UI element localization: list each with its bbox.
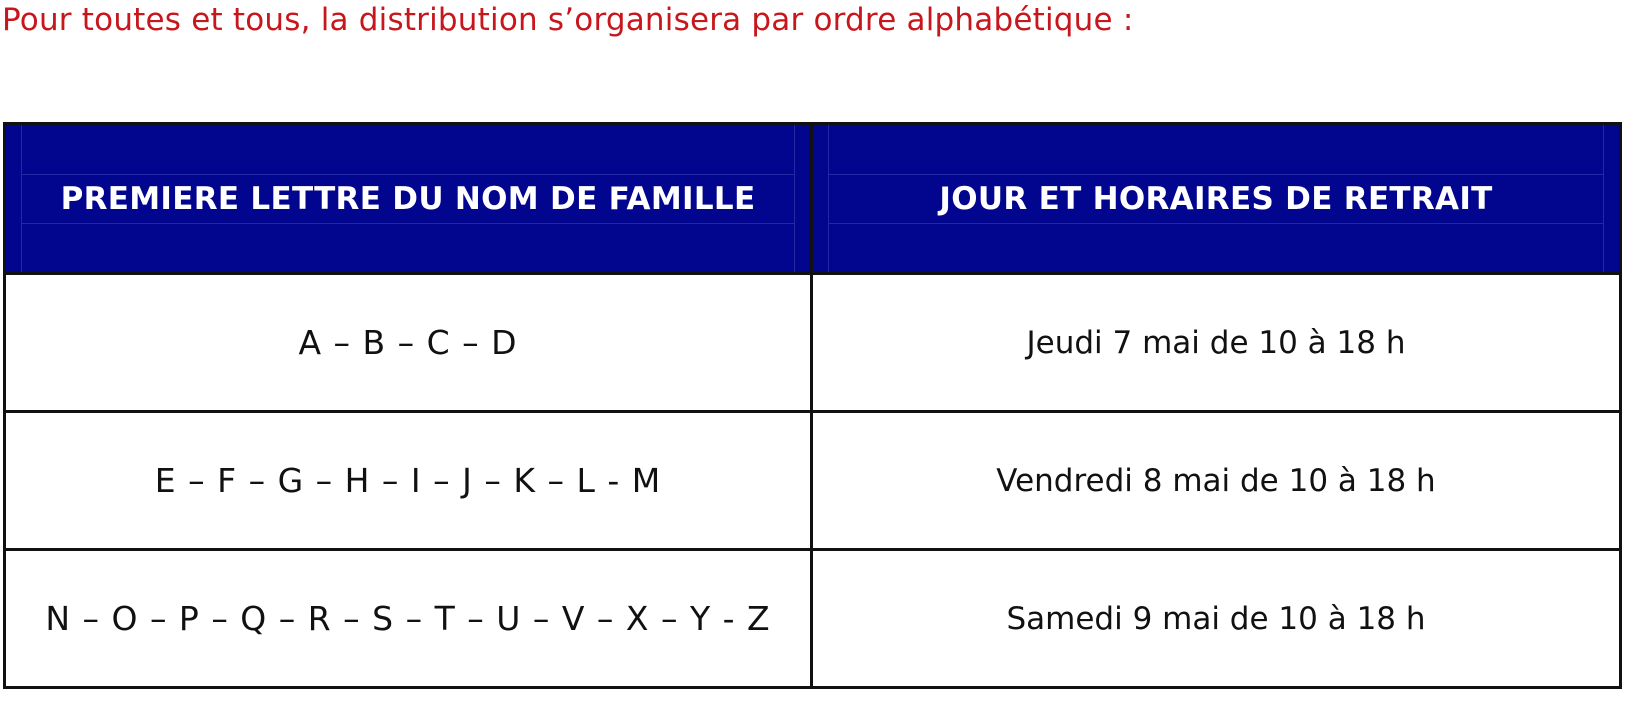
table-header — [5, 124, 1621, 274]
header-label-family-name-letter: PREMIERE LETTRE DU NOM DE FAMILLE — [60, 181, 756, 217]
table-body — [5, 274, 1621, 688]
header-cell-family-name-letter — [5, 124, 812, 274]
header-cell-pickup-day-hours — [812, 124, 1621, 274]
table-row — [5, 550, 1621, 688]
pickup-slot-cell: Jeudi 7 mai de 10 à 18 h — [812, 274, 1621, 412]
letters-cell: E – F – G – H – I – J – K – L - M — [5, 412, 812, 550]
pickup-slot-cell: Samedi 9 mai de 10 à 18 h — [812, 550, 1621, 688]
intro-text: Pour toutes et tous, la distribution s’organisera par ordre alphabétique : — [2, 2, 1134, 38]
pickup-slot-cell: Vendredi 8 mai de 10 à 18 h — [812, 412, 1621, 550]
distribution-schedule-table — [3, 122, 1622, 689]
table-row — [5, 412, 1621, 550]
table-row — [5, 274, 1621, 412]
header-label-pickup-day-hours: JOUR ET HORAIRES DE RETRAIT — [939, 181, 1493, 217]
header-row — [5, 124, 1621, 274]
letters-cell: A – B – C – D — [5, 274, 812, 412]
letters-cell: N – O – P – Q – R – S – T – U – V – X – Y - Z — [5, 550, 812, 688]
